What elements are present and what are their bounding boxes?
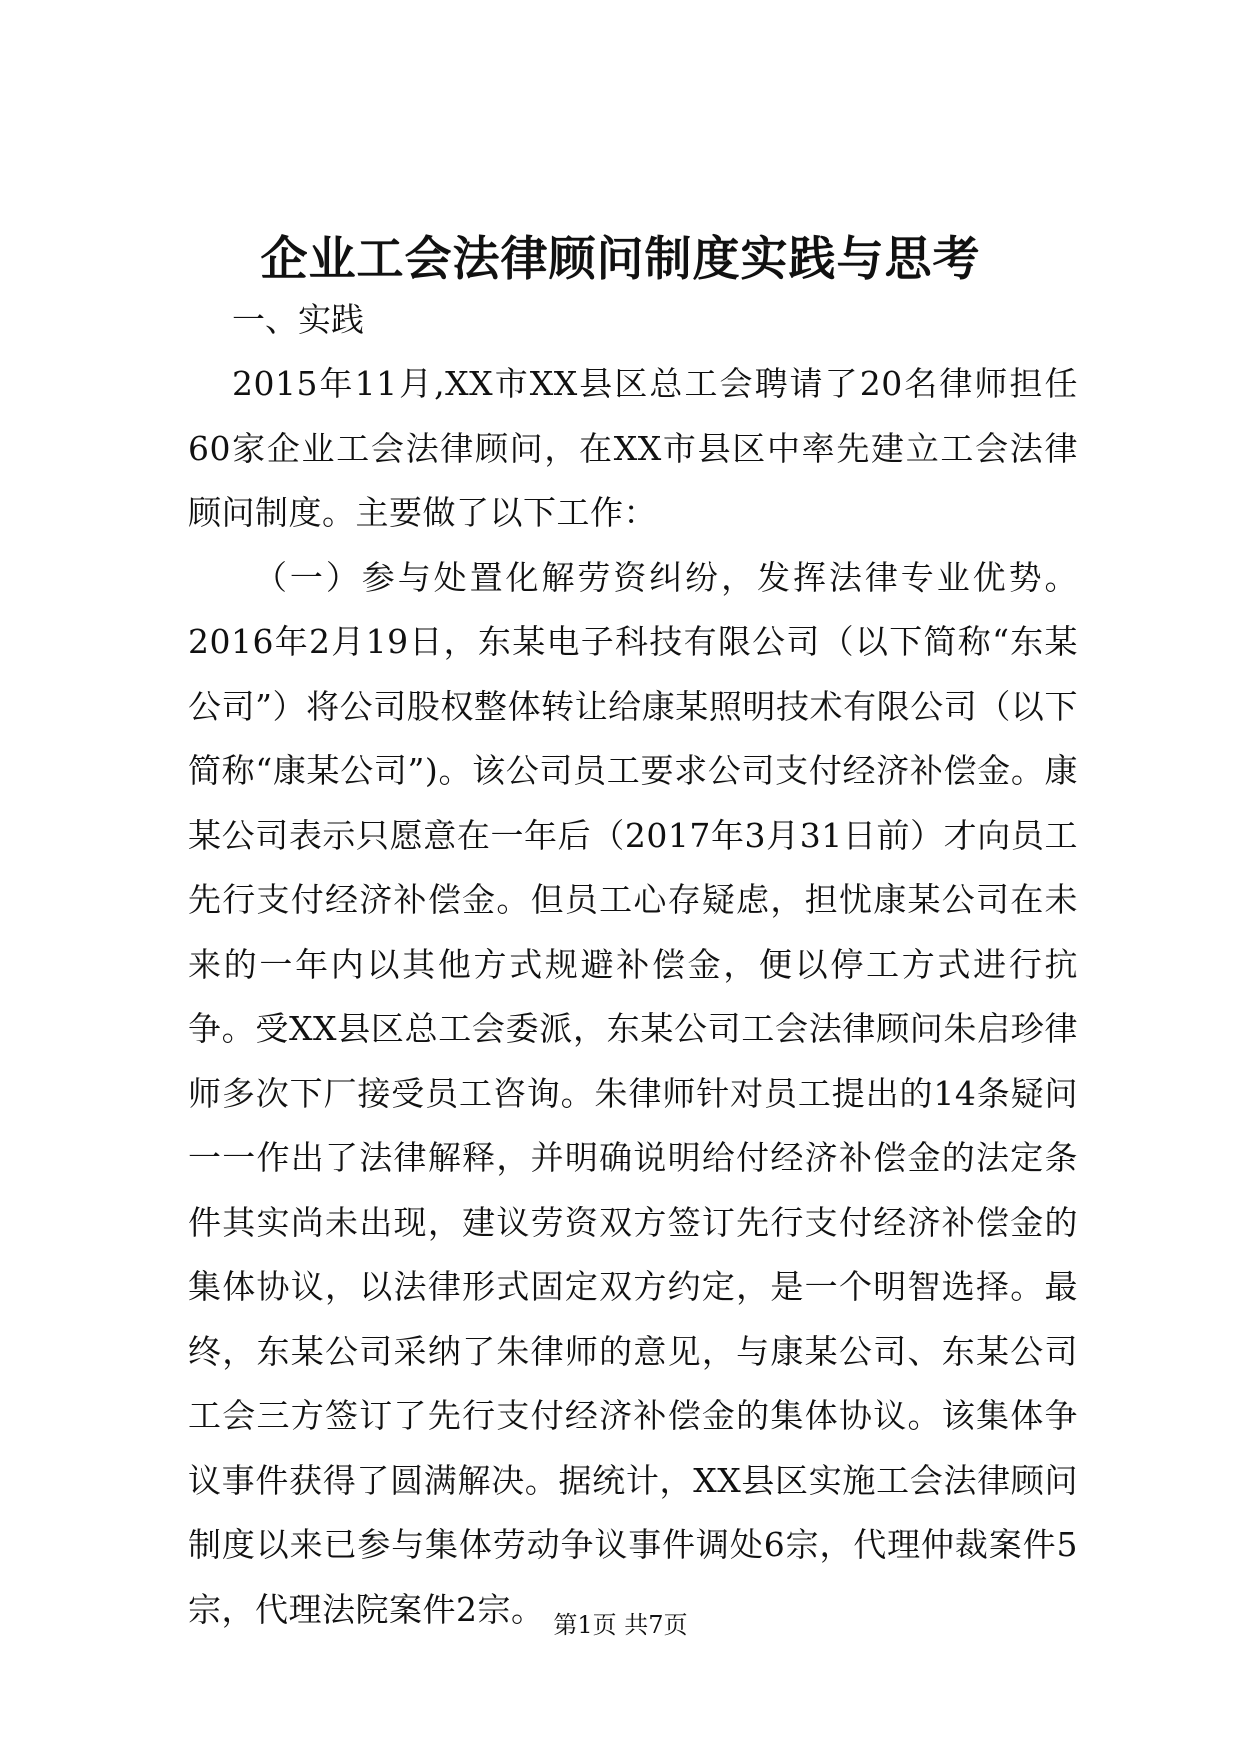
section-heading: 一、实践 — [232, 300, 364, 339]
paragraph-intro: 2015年11月,XX市XX县区总工会聘请了20名律师担任60家企业工会法律顾问，在XX市县区中率先建立工会法律顾问制度。主要做了以下工作： — [188, 364, 1078, 532]
paragraph-item-1: （一）参与处置化解劳资纠纷，发挥法律专业优势。2016年2月19日，东某电子科技有限公司（以下简称“东某公司”）将公司股权整体转让给康某照明技术有限公司（以下简称“康某公司”)。该公司员工要求公司支付经济补偿金。康某公司表示只愿意在一年后（2017年3月31日前）才向员工先行支付经济补偿金。但员工心存疑虑，担忧康某公司在未来的一年内以其他方式规避补偿金，便以停工方式进行抗争。受XX县区总工会委派，东某公司工会法律顾问朱启珍律师多次下厂接受员工咨询。朱律师针对员工提出的14条疑问一一作出了法律解释，并明确说明给付经济补偿金的法定条件其实尚未出现，建议劳资双方签订先行支付经济补偿金的集体协议，以法律形式固定双方约定，是一个明智选择。最终，东某公司采纳了朱律师的意见，与康某公司、东某公司工会三方签订了先行支付经济补偿金的集体协议。该集体争议事件获得了圆满解决。据统计，XX县区实施工会法律顾问制度以来已参与集体劳动争议事件调处6宗，代理仲裁案件5宗，代理法院案件2宗。 — [188, 557, 1078, 1629]
document-title: 企业工会法律顾问制度实践与思考 — [260, 232, 981, 287]
page-footer: 第1页 共7页 — [553, 1611, 688, 1639]
document-body — [188, 288, 1078, 1642]
